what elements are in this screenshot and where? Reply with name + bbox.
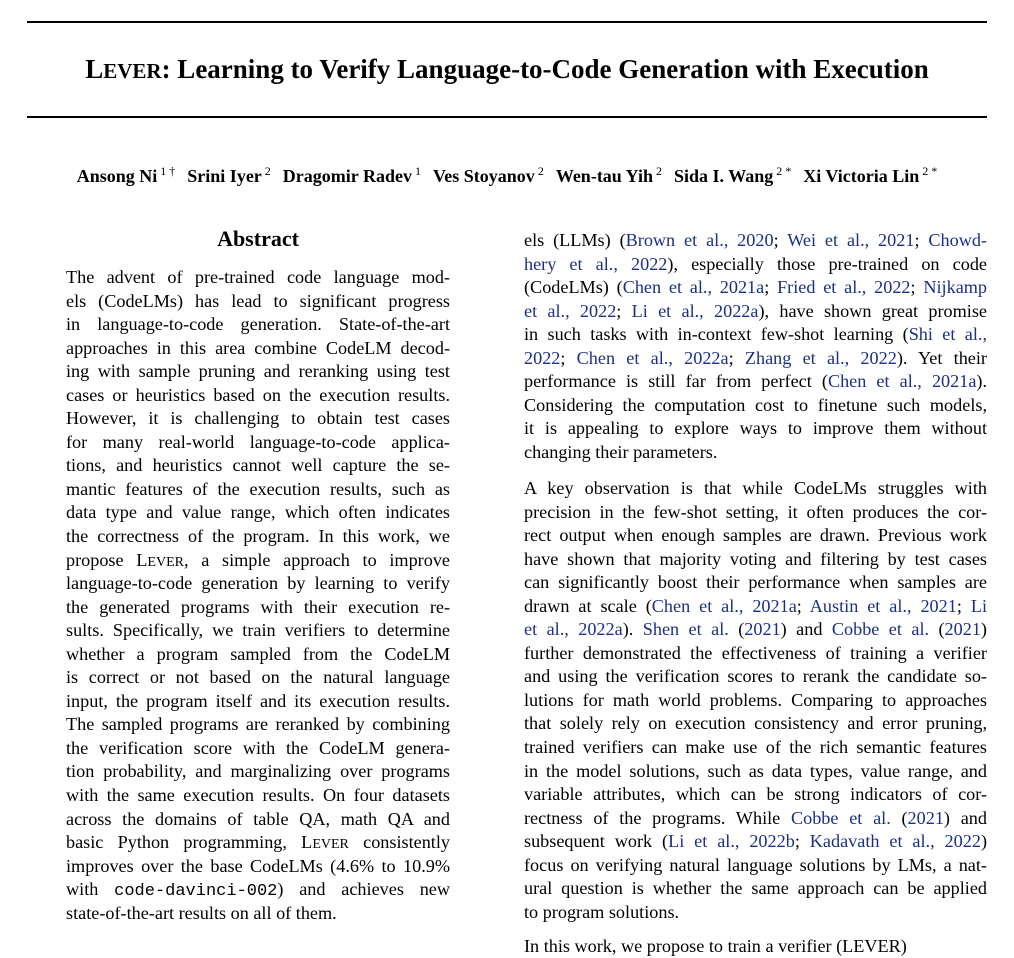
text-line (66, 760, 450, 784)
citation-link[interactable]: et al., 2022a (524, 619, 623, 640)
intro-paragraph-2 (524, 477, 987, 924)
author-name-text: Srini Iyer (187, 166, 262, 186)
text-span: EVER (312, 837, 349, 853)
text-span: consistently (348, 832, 451, 853)
text-span: ; (616, 300, 632, 321)
author-name (77, 166, 176, 186)
citation-link[interactable]: Chen et al., 2021a (651, 595, 797, 616)
citation-link[interactable]: 2022 (524, 347, 561, 368)
text-line (524, 689, 987, 713)
text-line (66, 902, 450, 926)
text-line (524, 229, 987, 253)
text-span: ( (929, 619, 945, 640)
text-span: the generated programs with their execution re- (66, 596, 450, 617)
text-span: and using the verification scores to rerank the candidate so- (524, 666, 987, 687)
text-span: ( (728, 619, 745, 640)
citation-link[interactable]: Li (970, 595, 988, 616)
text-span: can significantly boost their performance when samples are (524, 572, 987, 593)
text-span: lutions for math world problems. Comparing to approaches (524, 689, 987, 710)
text-span: ; (910, 277, 924, 298)
citation-link[interactable]: Kadavath et al., 2022 (809, 831, 981, 852)
text-span: tion probability, and marginalizing over programs (66, 761, 450, 782)
intro-paragraph-3-partial: In this work, we propose to train a verifier (LEVER) (524, 936, 907, 956)
citation-link[interactable]: Chen et al., 2021a (827, 371, 977, 392)
text-span: state-of-the-art results on all of them. (66, 902, 337, 923)
text-span: ) and achieves new (277, 879, 450, 900)
author-name-text: Sida I. Wang (674, 166, 774, 186)
text-line (524, 477, 987, 501)
author-name (556, 166, 662, 186)
text-span: ). (622, 619, 643, 640)
text-line (524, 736, 987, 760)
text-line (524, 595, 987, 619)
text-span: A key observation is that while CodeLMs struggles with (524, 478, 987, 498)
text-span: it is appealing to explore ways to improve them without (524, 418, 987, 439)
author-name (283, 166, 421, 186)
citation-link[interactable]: Shen et al. (642, 619, 729, 640)
text-line (66, 643, 450, 667)
text-line (66, 337, 450, 361)
text-span: changing their parameters. (524, 441, 718, 462)
text-line (66, 572, 450, 596)
text-line (66, 737, 450, 761)
author-affiliation: 1 † (160, 164, 176, 178)
author-name (803, 166, 937, 186)
author-affiliation: 1 (414, 164, 421, 178)
text-line (66, 808, 450, 832)
text-line (66, 855, 450, 879)
text-span: ; (956, 595, 971, 616)
text-span: cases or heuristics based on the execution results. (66, 384, 450, 405)
text-span: ; (728, 347, 745, 368)
citation-link[interactable]: Wei et al., 2021 (787, 230, 915, 250)
citation-link[interactable]: Cobbe et al. (790, 807, 891, 828)
text-span: ). Yet their (896, 347, 987, 368)
author-name-text: Wen-tau Yih (555, 166, 653, 186)
abstract-body (66, 266, 450, 925)
text-span: have shown that majority voting and filtering by test cases (524, 548, 987, 569)
text-span: ; (560, 347, 577, 368)
text-line (524, 253, 987, 277)
text-span: variable attributes, which can be strong indicators of cor- (524, 784, 987, 805)
text-span: for many real-world language-to-code applica- (66, 431, 450, 452)
text-span: ). (976, 371, 988, 392)
title-rule-bottom (27, 116, 987, 118)
text-span: the correctness of the program. In this work, we (66, 526, 450, 547)
text-span: ) and (943, 807, 987, 828)
citation-link[interactable]: Chen et al., 2021a (622, 277, 765, 298)
text-line (524, 665, 987, 689)
text-span: in such tasks with in-context few-shot learning ( (524, 324, 909, 345)
text-line (524, 300, 987, 324)
text-span: els (LLMs) ( (524, 230, 626, 250)
text-span: The advent of pre-trained code language mod- (66, 267, 450, 287)
text-span: ural question is whether the same approach can be applied (524, 878, 987, 899)
text-span: precision in the few-shot setting, it often produces the cor- (524, 501, 987, 522)
text-span: However, it is challenging to obtain test cases (66, 408, 450, 429)
text-span: basic Python programming, L (66, 832, 313, 853)
text-span: improves over the base CodeLMs (4.6% to 10.9% (66, 855, 450, 876)
author-affiliation: 2 * (776, 164, 792, 178)
text-line (524, 854, 987, 878)
text-line (66, 784, 450, 808)
text-line (524, 548, 987, 572)
text-line (66, 549, 450, 573)
text-span: in language-to-code generation. State-of-the-art (66, 314, 450, 335)
text-span: the verification score with the CodeLM genera- (66, 737, 450, 758)
text-line (524, 276, 987, 300)
text-line (66, 525, 450, 549)
text-span: subsequent work ( (524, 831, 669, 852)
citation-link[interactable]: 2021 (944, 619, 981, 640)
text-span: language-to-code generation by learning to verify (66, 573, 450, 594)
citation-link[interactable]: Brown et al., 2020 (625, 230, 774, 250)
text-line (524, 417, 987, 441)
text-line (66, 431, 450, 455)
text-span: across the domains of table QA, math QA and (66, 808, 450, 829)
text-line (66, 878, 450, 902)
text-span: ; (796, 595, 810, 616)
paper-title: LEVER: Learning to Verify Language-to-Code Generation with Execution (85, 54, 929, 84)
text-line (524, 370, 987, 394)
text-line (66, 407, 450, 431)
citation-link[interactable]: Zhang et al., 2022 (744, 347, 897, 368)
text-span: performance is still far from perfect ( (524, 371, 828, 392)
text-line (524, 501, 987, 525)
author-affiliation: 2 (264, 164, 271, 178)
citation-link[interactable]: Li et al., 2022b (668, 831, 795, 852)
text-span: that solely rely on execution consistency and error pruning, (524, 713, 987, 734)
author-name (433, 166, 544, 186)
text-span: The sampled programs are reranked by combining (66, 714, 450, 735)
text-line (524, 877, 987, 901)
citation-link[interactable]: Li et al., 2022a (631, 300, 759, 321)
citation-link[interactable]: Chen et al., 2022a (576, 347, 729, 368)
citation-link[interactable]: 2021 (907, 807, 944, 828)
text-span: mantic features of the execution results, such as (66, 478, 450, 499)
text-span: ; (794, 831, 810, 852)
citation-link[interactable]: 2021 (744, 619, 781, 640)
author-name-text: Ves Stoyanov (432, 166, 535, 186)
citation-link[interactable]: Nijkamp (923, 277, 988, 298)
text-span: ; (914, 230, 929, 250)
text-span: focus on verifying natural language solutions by LMs, a nat- (524, 854, 987, 875)
text-line (66, 713, 450, 737)
text-line (524, 347, 987, 371)
text-line (66, 360, 450, 384)
author-name (674, 166, 791, 186)
text-span: ), have shown great promise (758, 300, 987, 321)
text-span: further demonstrated the effectiveness of training a verifier (524, 642, 987, 663)
citation-link[interactable]: hery et al., 2022 (524, 253, 668, 274)
text-span: to program solutions. (524, 901, 680, 922)
text-span: EVER (147, 554, 184, 570)
text-span: ; (764, 277, 778, 298)
text-line (524, 642, 987, 666)
text-line (524, 441, 987, 465)
intro-paragraph-1 (524, 229, 987, 464)
text-span: ) (980, 831, 987, 852)
author-name-text: Dragomir Radev (282, 166, 412, 186)
citation-link[interactable]: Fried et al., 2022 (777, 277, 911, 298)
citation-link[interactable]: Cobbe et al. (831, 619, 930, 640)
text-span: ) (980, 619, 987, 640)
author-affiliation: 2 (656, 164, 662, 178)
text-span: sults. Specifically, we train verifiers to determine (66, 620, 450, 641)
text-line (66, 501, 450, 525)
citation-link[interactable]: et al., 2022 (524, 300, 617, 321)
text-span: data type and value range, which often indicates (66, 502, 450, 523)
author-name-text: Ansong Ni (76, 166, 158, 186)
text-line (524, 807, 987, 831)
text-span: Considering the computation cost to finetune such models, (524, 394, 987, 415)
text-span: propose L (66, 549, 148, 570)
text-span: with the same execution results. On four datasets (66, 785, 450, 806)
author-affiliation: 2 (537, 164, 544, 178)
author-name-text: Xi Victoria Lin (803, 166, 920, 186)
text-span: with (66, 879, 115, 900)
citation-link[interactable]: Shi et al., (908, 324, 987, 345)
text-line (66, 313, 450, 337)
text-line (524, 394, 987, 418)
code-span: code-davinci-002 (114, 882, 278, 902)
text-span: trained verifiers can make use of the rich semantic features (524, 737, 987, 758)
text-line (66, 596, 450, 620)
text-span: rect output when enough samples are drawn. Previous work (524, 525, 987, 546)
author-list (0, 157, 1014, 190)
text-line (524, 783, 987, 807)
author-name (187, 166, 271, 186)
text-line (524, 830, 987, 854)
text-span: whether a program sampled from the CodeLM (66, 643, 450, 664)
text-span: approaches in this area combine CodeLM decod- (66, 337, 450, 358)
text-line (66, 478, 450, 502)
text-span: ), especially those pre-trained on code (667, 253, 987, 274)
text-line (66, 690, 450, 714)
text-span: input, the program itself and its execution results. (66, 690, 450, 711)
text-span: ing with sample pruning and reranking using test (66, 361, 450, 382)
text-line (66, 831, 450, 855)
text-span: , a simple approach to improve (183, 549, 450, 570)
text-line (524, 901, 987, 925)
text-span: rectness of the programs. While (524, 807, 791, 828)
citation-link[interactable]: Austin et al., 2021 (809, 595, 957, 616)
text-line (66, 290, 450, 314)
text-line (524, 571, 987, 595)
text-line (66, 666, 450, 690)
text-span: in the model solutions, such as data types, value range, and (524, 760, 987, 781)
text-span: ) and (780, 619, 832, 640)
text-line (524, 323, 987, 347)
text-line (66, 454, 450, 478)
text-span: ( (890, 807, 908, 828)
title-rule-top (27, 21, 987, 23)
text-line (524, 712, 987, 736)
text-line (524, 760, 987, 784)
text-line (524, 524, 987, 548)
text-span: ; (773, 230, 788, 250)
text-span: drawn at scale ( (524, 595, 652, 616)
text-line (66, 619, 450, 643)
text-span: tions, and heuristics cannot well capture the se- (66, 455, 450, 476)
abstract-heading: Abstract (217, 226, 299, 251)
text-span: (CodeLMs) ( (524, 277, 623, 298)
text-line (66, 266, 450, 290)
text-line (66, 384, 450, 408)
text-line (524, 618, 987, 642)
text-span: els (CodeLMs) has lead to significant progress (66, 290, 450, 311)
text-span: is correct or not based on the natural language (66, 667, 450, 688)
citation-link[interactable]: Chowd- (928, 230, 987, 250)
author-affiliation: 2 * (922, 164, 938, 178)
